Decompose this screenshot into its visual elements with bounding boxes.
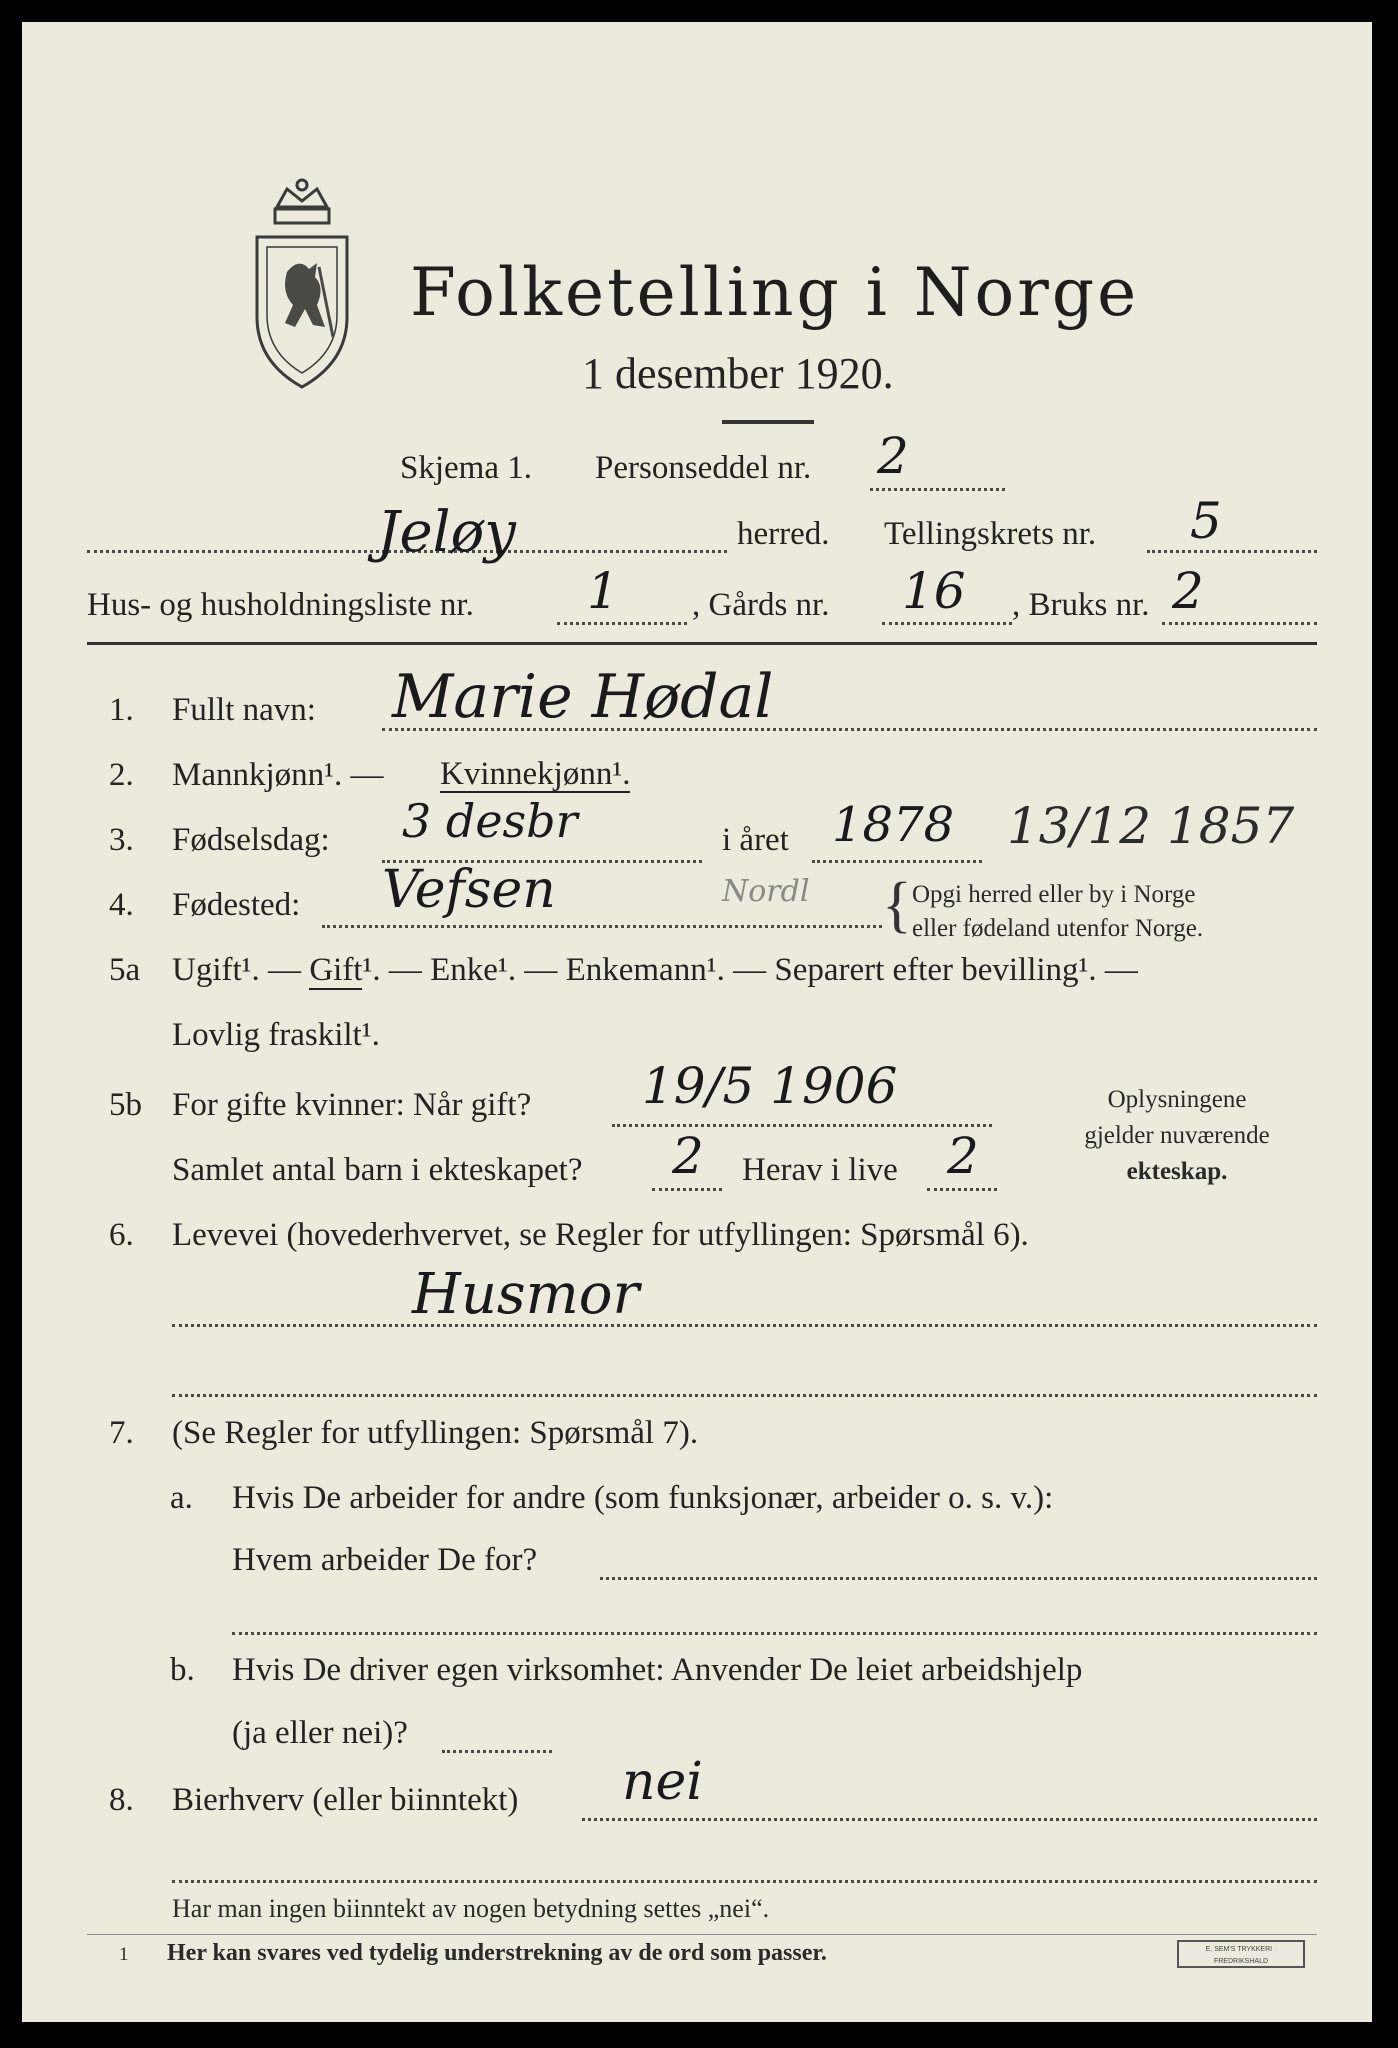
personseddel-value[interactable]: 2	[877, 427, 909, 485]
q5b-married-date-value[interactable]: 19/5 1906	[642, 1057, 898, 1115]
q8-number: 8.	[109, 1782, 134, 1818]
bruks-label: , Bruks nr.	[1012, 587, 1150, 623]
q5b-alive-value[interactable]: 2	[947, 1127, 979, 1185]
q2-mannkjonn[interactable]: Mannkjønn¹. —	[172, 757, 384, 793]
herred-label: herred.	[737, 516, 830, 552]
q2-kvinnekjonn-underlined[interactable]: Kvinnekjønn¹.	[440, 756, 631, 792]
printer-stamp: E. SEM'S TRYKKERI · FREDRIKSHALD	[1177, 1940, 1305, 1968]
tellingskrets-label: Tellingskrets nr.	[884, 516, 1097, 552]
q5a-ugift[interactable]: Ugift¹. —	[172, 952, 302, 988]
q1-label: Fullt navn:	[172, 692, 316, 728]
q7a-question: Hvem arbeider De for?	[232, 1542, 538, 1578]
q3-label: Fødselsdag:	[172, 822, 330, 858]
husholdningsliste-field-line	[557, 622, 687, 625]
q5b-label: For gifte kvinner: Når gift?	[172, 1087, 532, 1123]
q6-label: Levevei (hovederhvervet, se Regler for utfyllingen: Spørsmål 6).	[172, 1217, 1029, 1253]
q6-number: 6.	[109, 1217, 134, 1253]
q3-correction: 13/12 1857	[1007, 797, 1295, 855]
q5b-note-line2: gjelder nuværende	[1084, 1122, 1270, 1149]
gards-value[interactable]: 16	[902, 562, 966, 620]
coat-of-arms-icon	[247, 177, 357, 392]
q1-number: 1.	[109, 692, 134, 728]
q3-year-label: i året	[722, 822, 789, 858]
q5b-married-field-line	[612, 1124, 992, 1127]
q4-number: 4.	[109, 887, 134, 923]
q4-field-line	[322, 925, 882, 928]
q7a-text: Hvis De arbeider for andre (som funksjonær, arbeider o. s. v.):	[232, 1480, 1054, 1516]
bruks-value[interactable]: 2	[1172, 562, 1204, 620]
q5b-note-line1: Oplysningene	[1107, 1086, 1247, 1113]
q5b-children-value[interactable]: 2	[672, 1127, 704, 1185]
q3-birthday-value[interactable]: 3 desbr	[402, 794, 578, 848]
q5b-alive-field-line	[927, 1188, 997, 1191]
form-title: Folketelling i Norge	[410, 254, 1140, 331]
q5b-note-line3: ekteskap.	[1126, 1158, 1228, 1185]
gards-field-line	[882, 622, 1012, 625]
q2-number: 2.	[109, 757, 134, 793]
herred-value[interactable]: Jeløy	[377, 500, 516, 565]
q6-field-line-2	[172, 1394, 1317, 1397]
q4-label: Fødested:	[172, 887, 301, 923]
tellingskrets-value[interactable]: 5	[1190, 492, 1222, 550]
q7b-text: Hvis De driver egen virksomhet: Anvender De leiet arbeidshjelp	[232, 1652, 1083, 1688]
q7b-letter: b.	[170, 1652, 195, 1688]
q8-label: Bierhverv (eller biinntekt)	[172, 1782, 519, 1818]
q5a-gift-underlined[interactable]: Gift	[309, 952, 363, 988]
q5b-alive-label: Herav i live	[742, 1152, 898, 1188]
husholdningsliste-value[interactable]: 1	[587, 562, 619, 620]
q4-pencil-note: Nordl	[722, 874, 810, 909]
q7-number: 7.	[109, 1415, 134, 1451]
q4-note	[912, 878, 1203, 946]
q4-brace: {	[882, 871, 912, 939]
q7b-field-line[interactable]	[442, 1750, 552, 1753]
gards-label: , Gårds nr.	[692, 587, 830, 623]
q7a-field-line-2[interactable]	[232, 1632, 1317, 1635]
form-date: 1 desember 1920.	[582, 349, 894, 398]
skjema-label: Skjema 1.	[400, 450, 532, 486]
q6-field-line-1	[172, 1324, 1317, 1327]
q1-field-line	[382, 728, 1317, 731]
footer-note: Har man ingen biinntekt av nogen betydning settes „nei“.	[172, 1894, 770, 1923]
q5a-lovlig-fraskilt[interactable]: Lovlig fraskilt¹.	[172, 1017, 380, 1053]
q1-full-name-value[interactable]: Marie Hødal	[392, 662, 774, 732]
census-form	[22, 22, 1372, 2022]
q5a-number: 5a	[109, 952, 141, 988]
tellingskrets-field-line	[1147, 550, 1317, 553]
q5b-note	[1032, 1082, 1322, 1190]
q3-year-value[interactable]: 1878	[832, 797, 955, 853]
q4-note-line2: eller fødeland utenfor Norge.	[912, 915, 1204, 942]
q5b-number: 5b	[109, 1087, 142, 1123]
q3-number: 3.	[109, 822, 134, 858]
q7b-question: (ja eller nei)?	[232, 1715, 408, 1751]
personseddel-label: Personseddel nr.	[595, 450, 812, 486]
bruks-field-line	[1162, 622, 1317, 625]
husholdningsliste-label: Hus- og husholdningsliste nr.	[87, 587, 474, 623]
q3-year-field-line	[812, 860, 982, 863]
q8-field-line-1	[582, 1818, 1317, 1821]
q6-occupation-value[interactable]: Husmor	[412, 1262, 640, 1327]
q4-note-line1: Opgi herred eller by i Norge	[912, 881, 1196, 908]
title-divider	[722, 420, 814, 424]
q5b-children-field-line	[652, 1188, 722, 1191]
q5a-other-options[interactable]: ¹. — Enke¹. — Enkemann¹. — Separert efter bevilling¹. —	[362, 952, 1138, 988]
personseddel-field-line	[870, 488, 1005, 491]
q7a-letter: a.	[170, 1480, 193, 1516]
header-separator	[87, 642, 1317, 645]
q7a-field-line-1[interactable]	[600, 1577, 1317, 1580]
q8-field-line-2	[172, 1880, 1317, 1883]
footer-separator	[87, 1934, 1317, 1935]
q5b-children-label: Samlet antal barn i ekteskapet?	[172, 1152, 583, 1188]
q7-label: (Se Regler for utfyllingen: Spørsmål 7).	[172, 1415, 699, 1451]
q5a-options	[172, 952, 1138, 989]
q8-side-income-value[interactable]: nei	[622, 1752, 703, 1812]
q4-birthplace-value[interactable]: Vefsen	[382, 860, 556, 920]
footnote-text: Her kan svares ved tydelig understrekning av de ord som passer.	[167, 1940, 827, 1966]
footnote-mark: 1	[119, 1944, 129, 1965]
